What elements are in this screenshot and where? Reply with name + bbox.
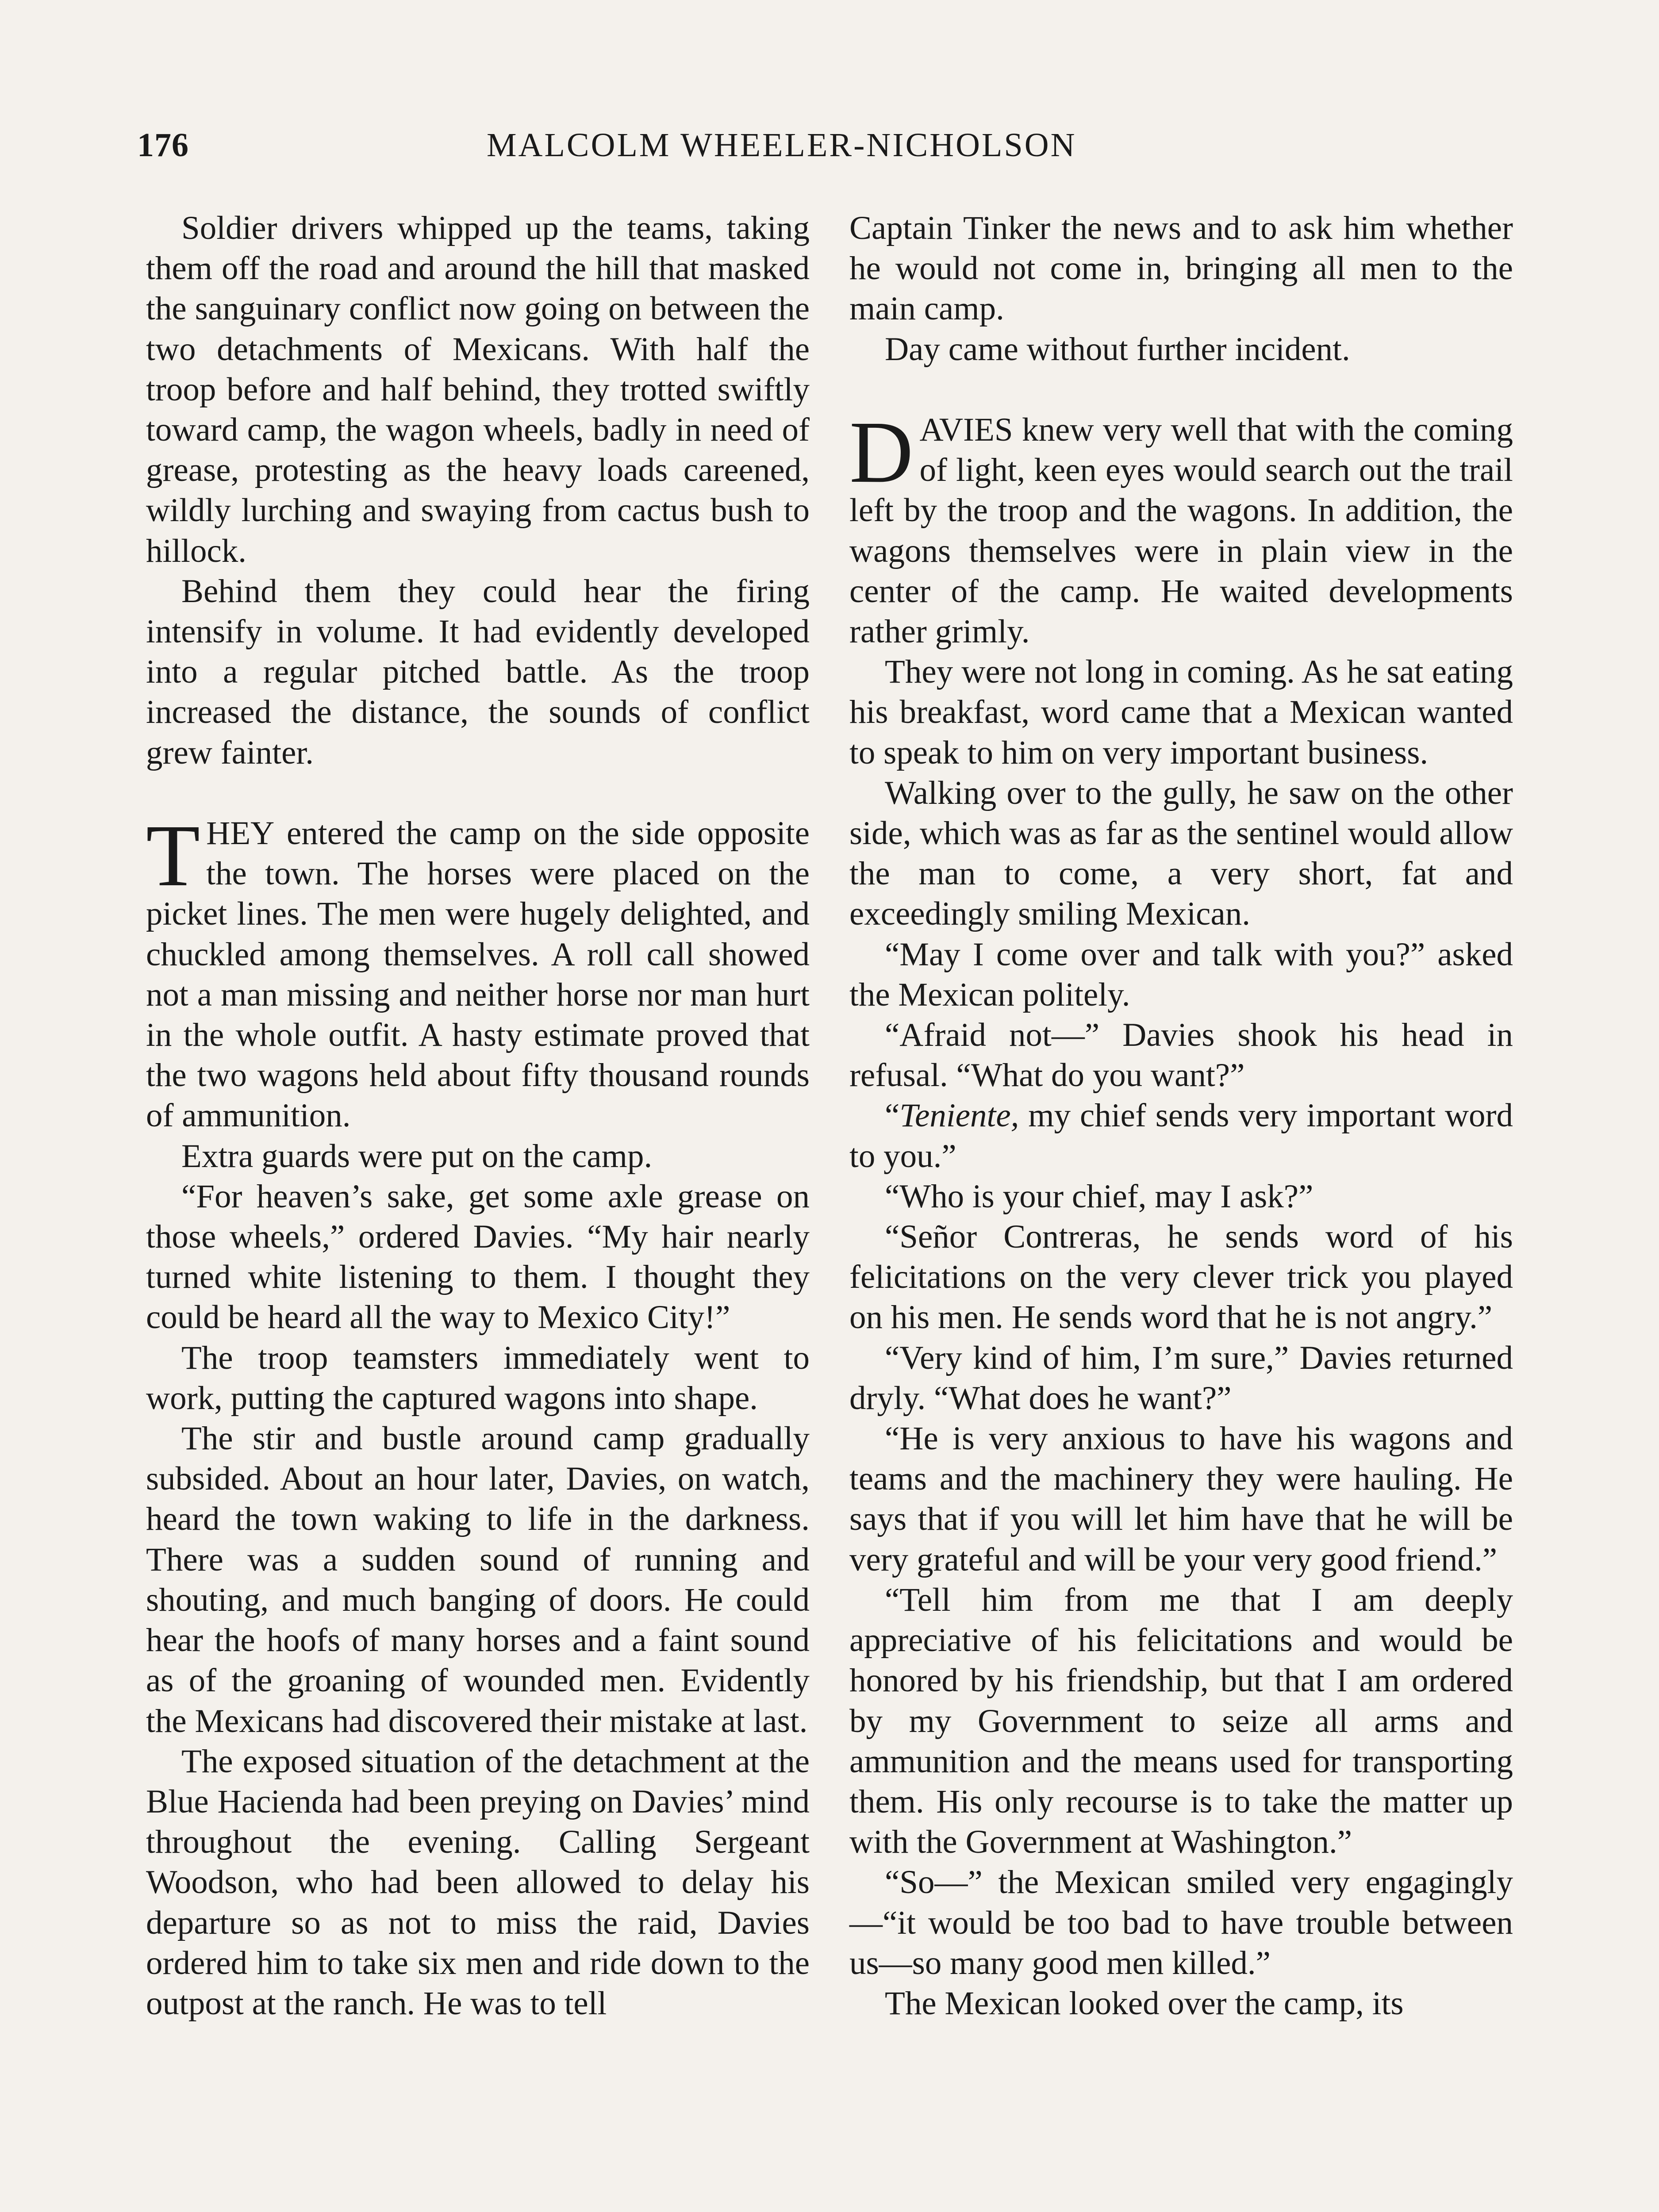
right-column	[849, 208, 1513, 2024]
section-paragraph	[849, 403, 1513, 652]
paragraph: The Mexican looked over the camp, its	[885, 1985, 1404, 2022]
page-number: 176	[137, 127, 189, 164]
lead-in: HEY	[206, 815, 275, 852]
paragraph: “Who is your chief, may I ask?”	[885, 1178, 1313, 1215]
paragraph: The exposed situation of the detachment at the Blue Hacienda had been preying on Davies’ mind throughout the evening. Calling Sergeant Woodson, who had been allowed to delay his departure so as not to miss the raid, Davies ordered him to take six men and ride down to the outpost at the ranch. He was to tell	[146, 1743, 810, 2022]
paragraph: Walking over to the gully, he saw on the other side, which was as far as the sentinel would allow the man to come, a very short, fat and exceedingly smiling Mexican.	[849, 774, 1513, 933]
paragraph: “Tell him from me that I am deeply appreciative of his felicitations and would be honored by his friendship, but that I am ordered by my Government to seize all arms and ammunition and the means used for transporting them. His only recourse is to take the matter up with the Government at Washington.”	[849, 1581, 1513, 1861]
lead-in: AVIES	[919, 411, 1013, 448]
paragraph-text: entered the camp on the side opposite the town. The horses were placed on the picket lines. The men were hugely delighted, and chuckled among themselves. A roll call showed not a man missing and neither horse nor man hurt in the whole outfit. A hasty estimate proved that the two wagons held about fifty thousand rounds of ammunition.	[146, 815, 810, 1134]
paragraph: “May I come over and talk with you?” asked the Mexican politely.	[849, 936, 1513, 1013]
paragraph: Behind them they could hear the firing intensify in volume. It had evidently developed into a regular pitched battle. As the troop increased the distance, the sounds of conflict grew fainter.	[146, 572, 810, 771]
paragraph: “Very kind of him, I’m sure,” Davies returned dryly. “What does he want?”	[849, 1339, 1513, 1417]
drop-cap: D	[849, 403, 914, 501]
section-paragraph	[146, 807, 810, 1136]
quote-open: “	[885, 1097, 900, 1134]
running-head: MALCOLM WHEELER-NICHOLSON	[487, 127, 1077, 164]
paragraph: They were not long in coming. As he sat eating his breakfast, word came that a Mexican wanted to speak to him on very important business.	[849, 653, 1513, 771]
paragraph: “For heaven’s sake, get some axle grease on those wheels,” ordered Davies. “My hair nearly turned white listening to them. I thought they could be heard all the way to Mexico City!”	[146, 1178, 810, 1336]
paragraph: “Afraid not—” Davies shook his head in refusal. “What do you want?”	[849, 1017, 1513, 1094]
paragraph-text: knew very well that with the coming of light, keen eyes would search out the trail left by the troop and the wagons. In addition, the wagons themselves were in plain view in the center of the camp. He waited developments rather grimly.	[849, 411, 1513, 650]
paragraph: Extra guards were put on the camp.	[181, 1137, 653, 1175]
paragraph	[849, 1095, 1513, 1176]
italic-word: Teniente,	[899, 1097, 1019, 1134]
paragraph: The stir and bustle around camp gradually subsided. About an hour later, Davies, on watch, heard the town waking to life in the darkness. There was a sudden sound of running and shouting, and much banging of doors. He could hear the hoofs of many horses and a faint sound as of the groaning of wounded men. Evidently the Mexicans had discovered their mistake at last.	[146, 1420, 810, 1740]
paragraph-text: my chief sends very important word to you.”	[849, 1097, 1513, 1175]
drop-cap: T	[146, 807, 200, 905]
paragraph: Day came without further incident.	[885, 330, 1350, 368]
paragraph: “He is very anxious to have his wagons and teams and the machinery they were hauling. He says that if you will let him have that he will be very grateful and will be your very good friend.”	[849, 1420, 1513, 1578]
paragraph: “So—” the Mexican smiled very engagingly—“it would be too bad to have trouble between us—so many good men killed.”	[849, 1864, 1513, 1982]
left-column	[146, 208, 810, 2024]
paragraph: “Señor Contreras, he sends word of his felicitations on the very clever trick you played on his men. He sends word that he is not angry.”	[849, 1218, 1513, 1336]
paragraph: Soldier drivers whipped up the teams, taking them off the road and around the hill that masked the sanguinary conflict now going on between the two detachments of Mexicans. With half the troop before and half behind, they trotted swiftly toward camp, the wagon wheels, badly in need of grease, protesting as the heavy loads careened, wildly lurching and swaying from cactus bush to hillock.	[146, 210, 810, 569]
paragraph: Captain Tinker the news and to ask him whether he would not come in, bringing all men to the main camp.	[849, 210, 1513, 327]
paragraph: The troop teamsters immediately went to work, putting the captured wagons into shape.	[146, 1339, 810, 1417]
